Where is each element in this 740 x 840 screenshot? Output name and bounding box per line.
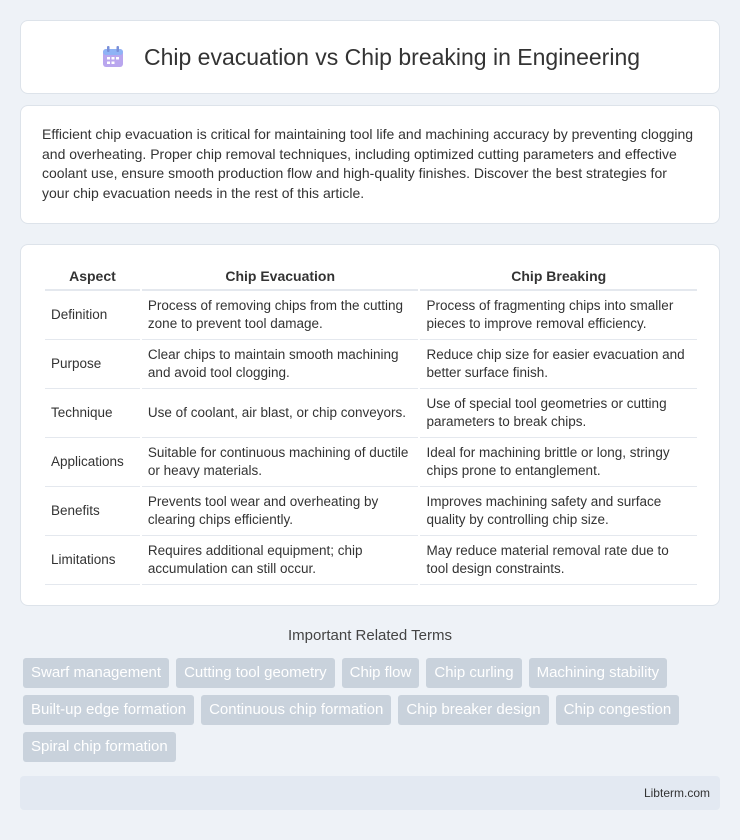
table-header-row xyxy=(45,265,697,291)
comparison-table xyxy=(43,265,699,585)
row-breaking: Reduce chip size for easier evacuation and better surface finish. xyxy=(420,340,697,389)
row-evacuation: Use of coolant, air blast, or chip conveyors. xyxy=(142,389,419,438)
row-breaking: May reduce material removal rate due to tool design constraints. xyxy=(420,536,697,585)
footer xyxy=(20,776,720,810)
table-row xyxy=(45,340,697,389)
row-breaking: Process of fragmenting chips into smaller pieces to improve removal efficiency. xyxy=(420,291,697,340)
related-terms-list xyxy=(23,658,723,762)
table-row xyxy=(45,536,697,585)
row-evacuation: Prevents tool wear and overheating by clearing chips efficiently. xyxy=(142,487,419,536)
term-tag[interactable]: Swarf management xyxy=(23,658,169,688)
table-row xyxy=(45,291,697,340)
row-aspect: Definition xyxy=(45,291,140,340)
term-tag[interactable]: Machining stability xyxy=(529,658,668,688)
comparison-card xyxy=(20,244,720,606)
intro-card xyxy=(20,105,720,224)
row-breaking: Improves machining safety and surface quality by controlling chip size. xyxy=(420,487,697,536)
term-tag[interactable]: Chip congestion xyxy=(556,695,680,725)
row-evacuation: Clear chips to maintain smooth machining and avoid tool clogging. xyxy=(142,340,419,389)
header-chip-evacuation: Chip Evacuation xyxy=(142,265,419,291)
row-aspect: Purpose xyxy=(45,340,140,389)
term-tag[interactable]: Chip curling xyxy=(426,658,521,688)
header-card xyxy=(20,20,720,94)
term-tag[interactable]: Cutting tool geometry xyxy=(176,658,335,688)
row-aspect: Benefits xyxy=(45,487,140,536)
row-evacuation: Requires additional equipment; chip accumulation can still occur. xyxy=(142,536,419,585)
row-aspect: Limitations xyxy=(45,536,140,585)
table-row xyxy=(45,389,697,438)
row-breaking: Ideal for machining brittle or long, stringy chips prone to entanglement. xyxy=(420,438,697,487)
table-row xyxy=(45,487,697,536)
row-breaking: Use of special tool geometries or cutting parameters to break chips. xyxy=(420,389,697,438)
page-title: Chip evacuation vs Chip breaking in Engineering xyxy=(143,43,641,70)
footer-site-link[interactable]: Libterm.com xyxy=(643,786,710,800)
calendar-icon xyxy=(100,44,126,70)
term-tag[interactable]: Continuous chip formation xyxy=(201,695,391,725)
intro-text: Efficient chip evacuation is critical for maintaining tool life and machining accuracy by preventing clogging and overheating. Proper chip removal techniques, including optimized cutting parameters and effective coolant use, ensure smooth production flow and high-quality finishes. Discover the best strategies for your chip evacuation needs in the rest of this article. xyxy=(42,126,694,201)
row-aspect: Applications xyxy=(45,438,140,487)
term-tag[interactable]: Built-up edge formation xyxy=(23,695,194,725)
term-tag[interactable]: Chip flow xyxy=(342,658,420,688)
header-aspect: Aspect xyxy=(45,265,140,291)
table-row xyxy=(45,438,697,487)
header-chip-breaking: Chip Breaking xyxy=(420,265,697,291)
row-evacuation: Suitable for continuous machining of ductile or heavy materials. xyxy=(142,438,419,487)
term-tag[interactable]: Spiral chip formation xyxy=(23,732,176,762)
row-evacuation: Process of removing chips from the cutting zone to prevent tool damage. xyxy=(142,291,419,340)
row-aspect: Technique xyxy=(45,389,140,438)
term-tag[interactable]: Chip breaker design xyxy=(398,695,548,725)
related-terms-title: Important Related Terms xyxy=(288,627,452,644)
